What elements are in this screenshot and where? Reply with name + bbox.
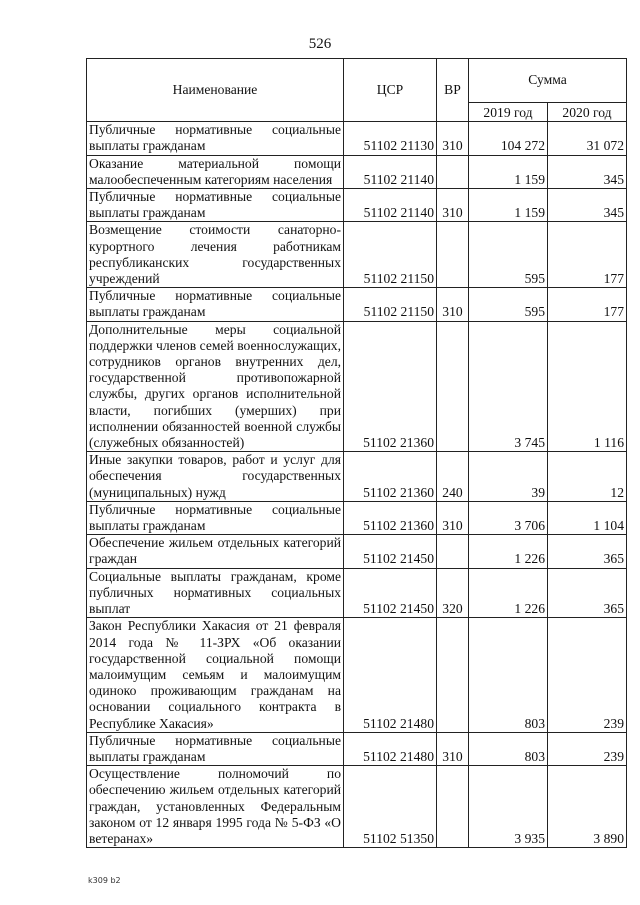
row-name: Обеспечение жильем отдельных категорий граждан xyxy=(87,535,344,568)
row-sum-2020: 177 xyxy=(548,222,627,288)
row-sum-2020: 239 xyxy=(548,618,627,732)
header-name: Наименование xyxy=(87,59,344,122)
row-name: Закон Республики Хакасия от 21 февраля 2014 года № 11-ЗРХ «Об оказании государственной социальной помощи малоимущим семьям и малоимущим одиноко проживающим гражданам на основании социального контракта в Республике Хакасия» xyxy=(87,618,344,732)
budget-table xyxy=(86,58,627,848)
row-sum-2019: 1 226 xyxy=(469,535,548,568)
row-csr: 51102 21480 xyxy=(344,618,437,732)
row-vr xyxy=(437,618,469,732)
row-sum-2020: 345 xyxy=(548,189,627,222)
row-sum-2020: 31 072 xyxy=(548,122,627,155)
table-row xyxy=(87,535,627,568)
row-sum-2019: 3 745 xyxy=(469,321,548,452)
row-sum-2020: 365 xyxy=(548,535,627,568)
row-name: Осуществление полномочий по обеспечению жильем отдельных категорий граждан, установленных Федеральным законом от 12 января 1995 года № 5-ФЗ «О ветеранах» xyxy=(87,766,344,848)
row-vr: 310 xyxy=(437,122,469,155)
row-vr: 310 xyxy=(437,189,469,222)
row-sum-2020: 3 890 xyxy=(548,766,627,848)
row-sum-2019: 1 159 xyxy=(469,155,548,188)
row-sum-2019: 1 226 xyxy=(469,568,548,618)
row-vr xyxy=(437,321,469,452)
row-vr xyxy=(437,222,469,288)
row-sum-2019: 3 706 xyxy=(469,501,548,534)
row-csr: 51102 21360 xyxy=(344,321,437,452)
row-name: Дополнительные меры социальной поддержки членов семей военнослужащих, сотрудников органов внутренних дел, государственной противопожарной службы, других органов исполнительной власти, погибших (умерших) при исполнении обязанностей военной службы (служебных обязанностей) xyxy=(87,321,344,452)
header-year-2019: 2019 год xyxy=(469,103,548,122)
row-name: Публичные нормативные социальные выплаты гражданам xyxy=(87,732,344,765)
table-row xyxy=(87,222,627,288)
row-csr: 51102 21140 xyxy=(344,155,437,188)
row-csr: 51102 21150 xyxy=(344,222,437,288)
row-sum-2019: 39 xyxy=(469,452,548,502)
row-csr: 51102 21140 xyxy=(344,189,437,222)
table-row xyxy=(87,732,627,765)
footer-code: k309 b2 xyxy=(88,876,121,885)
row-sum-2020: 239 xyxy=(548,732,627,765)
header-year-2020: 2020 год xyxy=(548,103,627,122)
row-sum-2020: 345 xyxy=(548,155,627,188)
row-sum-2020: 365 xyxy=(548,568,627,618)
row-name: Социальные выплаты гражданам, кроме публичных нормативных социальных выплат xyxy=(87,568,344,618)
row-csr: 51102 51350 xyxy=(344,766,437,848)
page-number: 526 xyxy=(308,36,332,52)
row-sum-2019: 595 xyxy=(469,288,548,321)
row-csr: 51102 21450 xyxy=(344,535,437,568)
row-sum-2020: 1 116 xyxy=(548,321,627,452)
row-name: Иные закупки товаров, работ и услуг для обеспечения государственных (муниципальных) нужд xyxy=(87,452,344,502)
table-row xyxy=(87,155,627,188)
row-vr: 310 xyxy=(437,732,469,765)
table-row xyxy=(87,766,627,848)
row-csr: 51102 21360 xyxy=(344,501,437,534)
row-name: Оказание материальной помощи малообеспеченным категориям населения xyxy=(87,155,344,188)
row-sum-2019: 104 272 xyxy=(469,122,548,155)
row-name: Публичные нормативные социальные выплаты гражданам xyxy=(87,122,344,155)
row-sum-2019: 1 159 xyxy=(469,189,548,222)
row-csr: 51102 21130 xyxy=(344,122,437,155)
row-csr: 51102 21450 xyxy=(344,568,437,618)
table-row xyxy=(87,189,627,222)
header-csr: ЦСР xyxy=(344,59,437,122)
row-sum-2019: 3 935 xyxy=(469,766,548,848)
row-sum-2019: 803 xyxy=(469,732,548,765)
row-name: Публичные нормативные социальные выплаты гражданам xyxy=(87,501,344,534)
row-name: Публичные нормативные социальные выплаты гражданам xyxy=(87,288,344,321)
row-vr: 320 xyxy=(437,568,469,618)
table-row xyxy=(87,618,627,732)
table-body xyxy=(87,122,627,848)
row-sum-2020: 177 xyxy=(548,288,627,321)
row-name: Публичные нормативные социальные выплаты гражданам xyxy=(87,189,344,222)
table-row xyxy=(87,452,627,502)
row-vr xyxy=(437,155,469,188)
row-csr: 51102 21480 xyxy=(344,732,437,765)
row-sum-2020: 12 xyxy=(548,452,627,502)
row-vr: 310 xyxy=(437,501,469,534)
row-sum-2020: 1 104 xyxy=(548,501,627,534)
table-row xyxy=(87,122,627,155)
row-sum-2019: 595 xyxy=(469,222,548,288)
row-vr: 310 xyxy=(437,288,469,321)
row-csr: 51102 21150 xyxy=(344,288,437,321)
row-csr: 51102 21360 xyxy=(344,452,437,502)
table-header xyxy=(87,59,627,122)
row-vr xyxy=(437,766,469,848)
table-row xyxy=(87,568,627,618)
header-vr: ВР xyxy=(437,59,469,122)
header-sum: Сумма xyxy=(469,59,627,103)
table-row xyxy=(87,321,627,452)
row-vr xyxy=(437,535,469,568)
row-vr: 240 xyxy=(437,452,469,502)
row-sum-2019: 803 xyxy=(469,618,548,732)
table-row xyxy=(87,288,627,321)
row-name: Возмещение стоимости санаторно-курортного лечения работникам республиканских государственных учреждений xyxy=(87,222,344,288)
table-row xyxy=(87,501,627,534)
